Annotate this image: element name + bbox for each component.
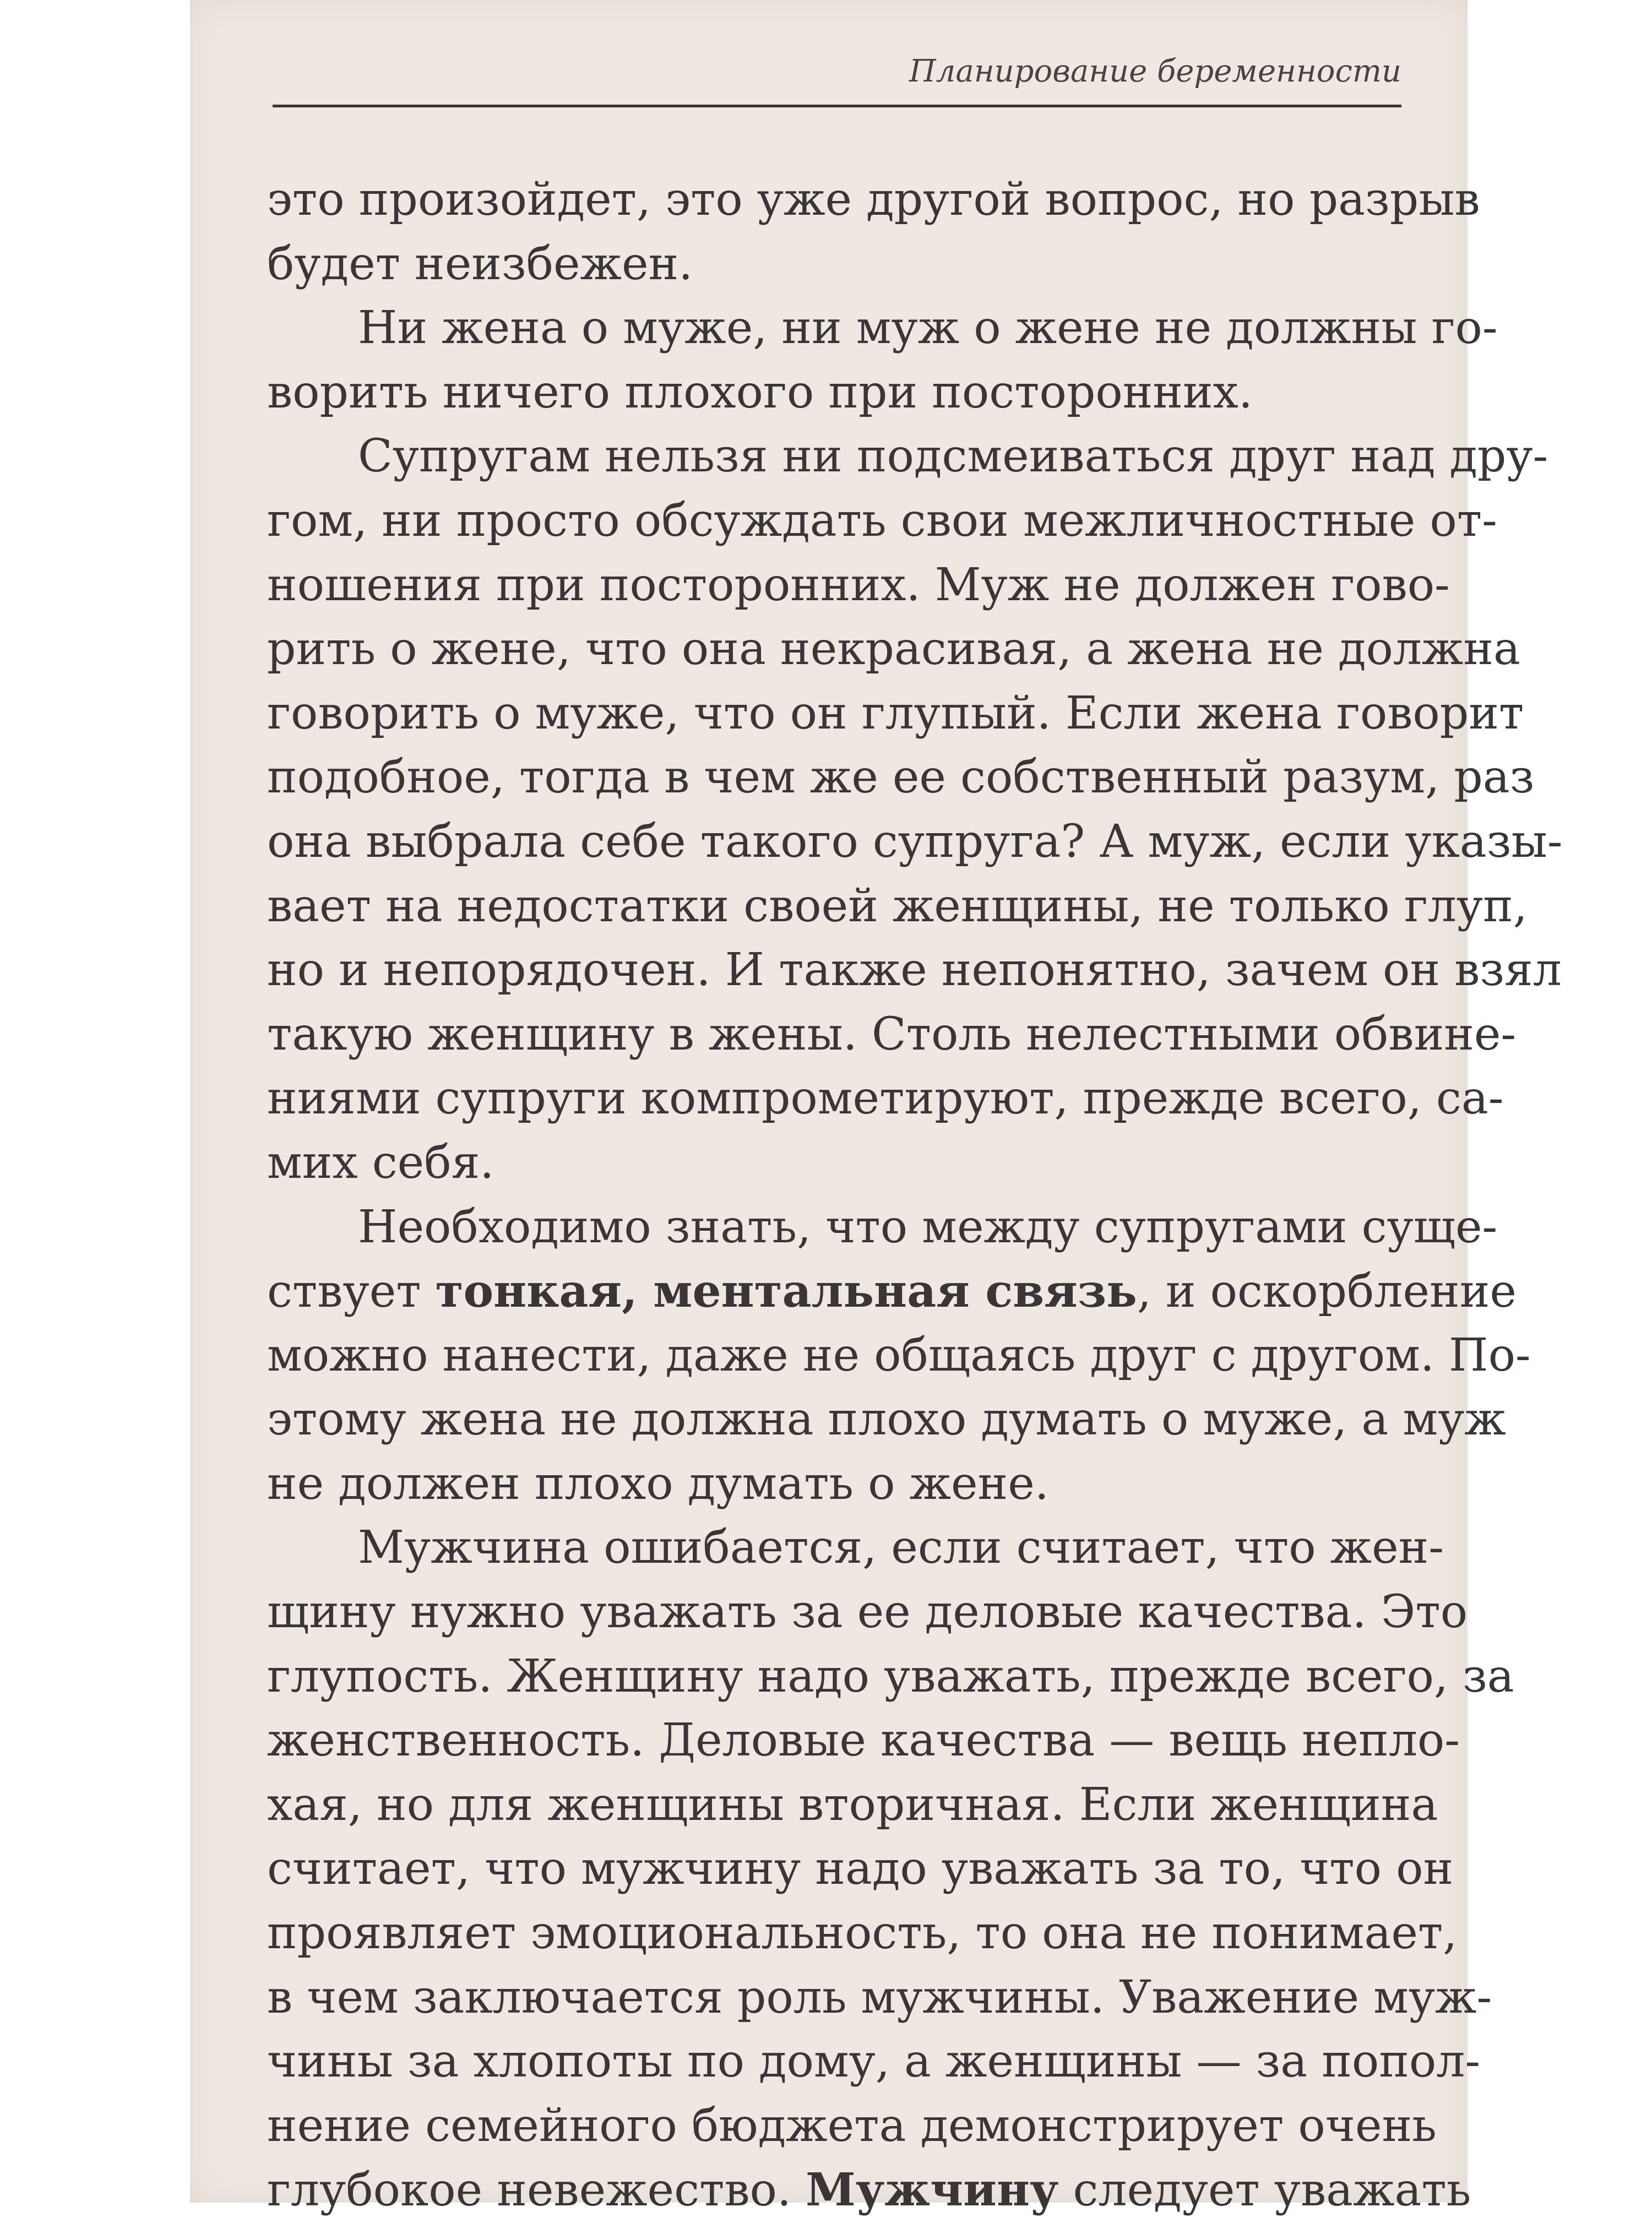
text-line: чины за хлопоты по дому, а женщины — за попол- (267, 2035, 1481, 2088)
text-line: Ни жена о муже, ни муж о жене не должны го- (358, 302, 1498, 355)
text-line: вает на недостатки своей женщины, не только глуп, (267, 879, 1528, 932)
text-line: такую женщину в жены. Столь нелестными обвине- (267, 1008, 1517, 1061)
text-line (267, 1259, 1517, 1324)
text-line: можно нанести, даже не общаясь друг с другом. По- (267, 1329, 1531, 1382)
text-line: женственность. Деловые качества — вещь непло- (267, 1714, 1460, 1767)
text-line: будет неизбежен. (267, 237, 693, 290)
text-line: глупость. Женщину надо уважать, прежде всего, за (267, 1650, 1514, 1703)
book-page (190, 0, 1563, 2217)
text-line: Необходимо знать, что между супругами суще- (358, 1200, 1498, 1253)
text-line: рить о жене, что она некрасивая, а жена не должна (267, 623, 1520, 676)
text-line: ворить ничего плохого при посторонних. (267, 366, 1253, 418)
text-line: гом, ни просто обсуждать свои межличностные от- (267, 494, 1497, 547)
bold-term: Мужчину (806, 2164, 1059, 2217)
text-line: но и непорядочен. И также непонятно, зачем он взял (267, 944, 1562, 997)
text-segment: следует уважать (1058, 2164, 1471, 2217)
text-line: хая, но для женщины вторичная. Если женщина (267, 1778, 1438, 1831)
text-segment: глубокое невежество. (267, 2164, 806, 2217)
text-line: мих себя. (267, 1136, 494, 1189)
page-header (273, 44, 1401, 107)
text-line: ношения при посторонних. Муж не должен гово- (267, 558, 1450, 611)
body-text (267, 168, 1563, 2222)
text-line: подобное, тогда в чем же ее собственный разум, раз (267, 751, 1535, 804)
text-line: этому жена не должна плохо думать о муже, а муж (267, 1393, 1506, 1446)
text-line: в чем заключается роль мужчины. Уважение муж- (267, 1971, 1492, 2024)
text-line (267, 2158, 1471, 2222)
text-line: Мужчина ошибается, если считает, что жен- (358, 1521, 1444, 1574)
text-segment: ствует (267, 1265, 436, 1318)
bold-term: тонкая, ментальная связь (435, 1265, 1137, 1318)
text-segment: , и оскорбление (1137, 1265, 1517, 1318)
text-line: щину нужно уважать за ее деловые качества. Это (267, 1586, 1468, 1639)
text-line: ниями супруги компрометируют, прежде всего, са- (267, 1072, 1504, 1125)
text-line: не должен плохо думать о жене. (267, 1457, 1049, 1510)
text-line: проявляет эмоциональность, то она не понимает, (267, 1907, 1458, 1960)
text-line: считает, что мужчину надо уважать за то, что он (267, 1842, 1454, 1895)
text-line: Супругам нельзя ни подсмеиваться друг над дру- (358, 430, 1548, 483)
text-line: говорить о муже, что он глупый. Если жена говорит (267, 687, 1524, 740)
text-line: она выбрала себе такого супруга? А муж, если указы- (267, 815, 1563, 868)
running-head: Планирование беременности (909, 53, 1401, 89)
text-line: нение семейного бюджета демонстрирует очень (267, 2099, 1437, 2152)
text-line: это произойдет, это уже другой вопрос, но разрыв (267, 173, 1480, 226)
